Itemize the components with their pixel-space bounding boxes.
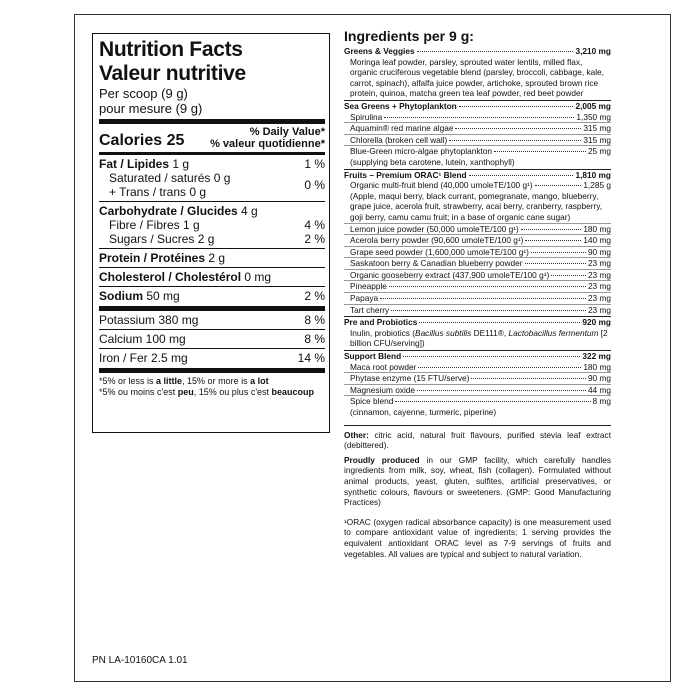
divider — [99, 348, 325, 349]
cholesterol-label: Cholesterol / Cholestérol — [99, 270, 242, 284]
footnote-en: *5% or less is a little, 15% or more is a lot — [99, 376, 269, 386]
divider-thick — [99, 119, 325, 124]
potassium-label: Potassium 380 mg — [99, 313, 199, 327]
ingredient-magnesium: Magnesium oxide 44 mg — [344, 385, 611, 397]
fibre-dv: 4 % — [304, 218, 325, 232]
calories-label: Calories 25 — [99, 132, 185, 149]
carb-amount: 4 g — [241, 204, 258, 218]
iron-row — [99, 351, 325, 365]
ingredient-lemon: Lemon juice powder (50,000 umoleTE/100 g¹) 180 mg — [344, 224, 611, 236]
divider — [99, 267, 325, 268]
ingredient-phytase: Phytase enzyme (15 FTU/serve) 90 mg — [344, 373, 611, 385]
spice-description: (cinnamon, cayenne, turmeric, piperine) — [350, 407, 497, 417]
ingredient-spirulina: Spirulina 1,350 mg — [344, 112, 611, 124]
sodium-label: Sodium — [99, 289, 143, 303]
group-greens: Greens & Veggies 3,210 mg — [344, 46, 611, 56]
fat-dv: 1 % — [304, 157, 325, 171]
carb-label: Carbohydrate / Glucides — [99, 204, 238, 218]
multi-fruit-description: (Apple, maqui berry, black currant, pomegranate, mango, blueberry, grape juice, acerola fruit, strawberry, acai berry, cranberry, raspberry, goji berry, camu camu fruit; in a base of organic cane sugar) — [344, 191, 611, 224]
daily-value-header — [210, 126, 325, 150]
serving-size-fr: pour mesure (9 g) — [99, 101, 203, 116]
sugars-row — [99, 232, 325, 246]
ingredient-maca: Maca root powder 180 mg — [344, 362, 611, 374]
proudly-produced: Proudly produced in our GMP facility, which carefully handles ingredients from milk, soy, wheat, fish (collagen). Formulated without animal products, yeast, gluten, sulfites, artificial preservatives, or synthetic colours, flavours or sweeteners. (GMP: Good Manufacturing Practices) — [344, 454, 611, 508]
ingredient-blue-green: Blue-Green micro-algae phytoplankton 25 mg — [350, 146, 611, 157]
fat-amount: 1 g — [172, 157, 190, 171]
part-number: PN LA-10160CA 1.01 — [92, 655, 188, 666]
nutrition-title-en: Nutrition Facts — [99, 38, 243, 61]
nutrition-title-fr: Valeur nutritive — [99, 62, 246, 85]
calcium-label: Calcium 100 mg — [99, 332, 186, 346]
probiotics-description: Inulin, probiotics (Bacillus subtilis DE111®, Lactobacillus fermentum [2 billion CFU/serving]) — [350, 327, 608, 349]
protein-amount: 2 g — [208, 251, 226, 265]
sugars-label: Sugars / Sucres 2 g — [109, 232, 215, 246]
calcium-row — [99, 332, 325, 346]
iron-label: Iron / Fer 2.5 mg — [99, 351, 188, 365]
group-support: Support Blend 322 mg — [344, 351, 611, 362]
ingredient-saskatoon: Saskatoon berry & Canadian blueberry powder 23 mg — [344, 258, 611, 270]
ingredient-acerola: Acerola berry powder (90,600 umoleTE/100 g¹) 140 mg — [344, 235, 611, 247]
footnote-fr: *5% ou moins c'est peu, 15% ou plus c'est beaucoup — [99, 387, 315, 397]
divider — [99, 286, 325, 287]
group-fruits: Fruits – Premium ORAC¹ Blend 1,810 mg — [344, 169, 611, 180]
fat-row — [99, 157, 325, 171]
cholesterol-row — [99, 270, 325, 284]
sodium-dv: 2 % — [304, 289, 325, 303]
ingredient-tart-cherry: Tart cherry 23 mg — [350, 304, 611, 315]
sodium-amount: 50 mg — [146, 289, 180, 303]
calories-row — [99, 126, 325, 150]
ingredients-panel — [344, 28, 611, 559]
serving-size-en: Per scoop (9 g) — [99, 86, 188, 101]
sodium-row — [99, 289, 325, 303]
potassium-row — [99, 313, 325, 327]
ingredient-grape-seed: Grape seed powder (1,600,000 umoleTE/100 g¹) 90 mg — [344, 247, 611, 259]
ingredient-gooseberry: Organic gooseberry extract (437,900 umoleTE/100 g¹) 23 mg — [344, 270, 611, 282]
trans-label: + Trans / trans 0 g — [109, 185, 207, 199]
ingredients-header: Ingredients per 9 g: — [344, 28, 474, 44]
divider-thick — [99, 368, 325, 373]
ingredient-chlorella: Chlorella (broken cell wall) 315 mg — [344, 135, 611, 147]
nutrition-facts-table — [92, 33, 330, 433]
fibre-row — [99, 218, 325, 232]
sat-trans-row — [99, 171, 325, 199]
carb-row — [99, 204, 325, 218]
blue-green-description: (supplying beta carotene, lutein, xanthophyll) — [350, 156, 515, 167]
divider — [99, 329, 325, 330]
potassium-dv: 8 % — [304, 313, 325, 327]
fibre-label: Fibre / Fibres 1 g — [109, 218, 200, 232]
greens-description: Moringa leaf powder, parsley, sprouted water lentils, milled flax, organic cruciferous vegetable blend (parsley, broccoli, cabbage, kale, carrot, spinach), alfalfa juice powder, artichoke, sprouted brown rice protein, quinoa, matcha green tea leaf powder, red beet powder — [350, 56, 604, 99]
sat-trans-dv: 0 % — [304, 178, 325, 192]
divider-thick — [99, 306, 325, 311]
sugars-dv: 2 % — [304, 232, 325, 246]
daily-value-fr: % valeur quotidienne* — [210, 138, 325, 150]
divider — [99, 201, 325, 202]
ingredient-spice-blend: Spice blend 8 mg — [350, 396, 611, 407]
ingredient-papaya: Papaya 23 mg — [344, 293, 611, 305]
group-probiotics: Pre and Probiotics 920 mg — [344, 317, 611, 328]
ingredient-pineapple: Pineapple 23 mg — [344, 281, 611, 293]
ingredient-aquamin: Aquamin® red marine algae 315 mg — [344, 123, 611, 135]
daily-value-en: % Daily Value* — [249, 126, 325, 138]
calcium-dv: 8 % — [304, 332, 325, 346]
orac-footnote: ¹ORAC (oxygen radical absorbance capacity) is one measurement used to compare antioxidant value of ingredients; 1 serving provides the equivalent antioxidant ORAC level as 7-9 servings of fruits and vegetables. All values are typical and subject to natural variation. — [344, 516, 611, 559]
group-sea-greens: Sea Greens + Phytoplankton 2,005 mg — [344, 100, 611, 111]
divider — [99, 248, 325, 249]
protein-row — [99, 251, 325, 265]
saturated-label: Saturated / saturés 0 g — [109, 171, 231, 185]
iron-dv: 14 % — [297, 351, 325, 365]
protein-label: Protein / Protéines — [99, 251, 206, 265]
ingredient-multi-fruit: Organic multi-fruit blend (40,000 umoleTE/100 g¹) 1,285 g — [350, 180, 611, 191]
divider-mid — [99, 152, 325, 155]
other-ingredients: Other: citric acid, natural fruit flavours, purified stevia leaf extract (debittered). — [344, 425, 611, 451]
cholesterol-amount: 0 mg — [244, 270, 272, 284]
fat-label: Fat / Lipides — [99, 157, 170, 171]
